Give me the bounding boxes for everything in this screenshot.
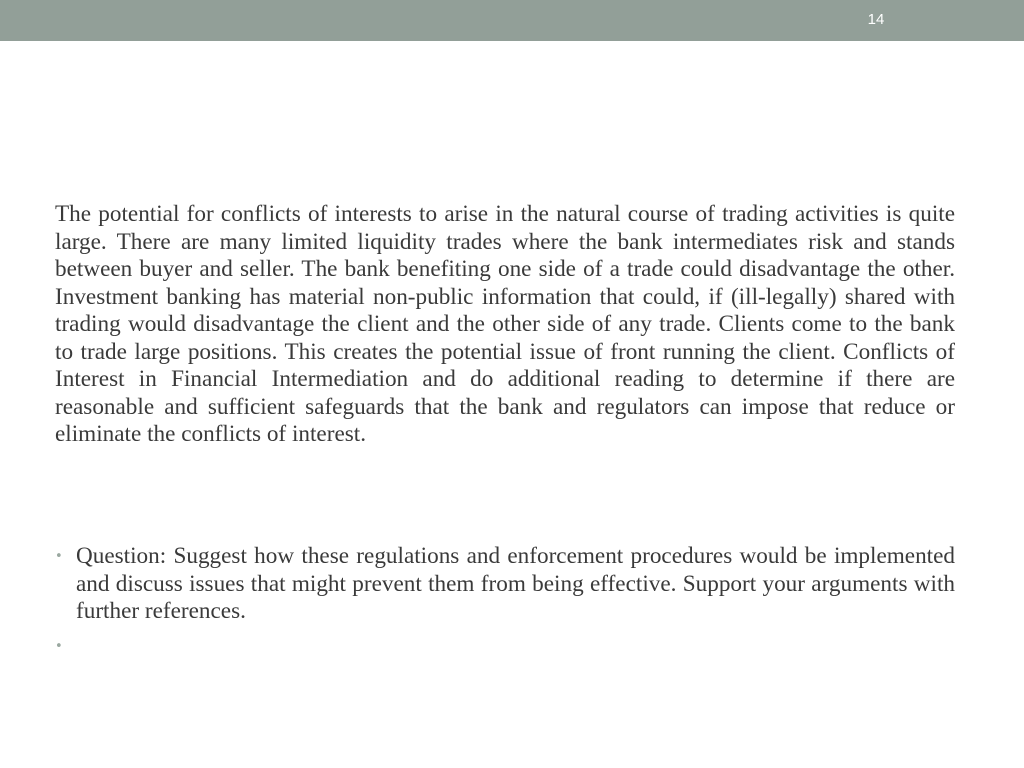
bullet-list [55,543,955,660]
bullet-item-question [55,543,955,626]
bullet-text: Question: Suggest how these regulations and enforcement procedures would be implemented and discuss issues that might prevent them from being effective. Support your arguments with further references. [76,543,955,624]
bullet-item-empty [55,633,955,661]
body-paragraph: The potential for conflicts of interests to arise in the natural course of trading activities is quite large. There are many limited liquidity trades where the bank intermediates risk and stands between buyer and seller. The bank benefiting one side of a trade could disadvantage the other. Investment banking has material non-public information that could, if (ill-legally) shared with trading would disadvantage the client and the other side of any trade. Clients come to the bank to trade large positions. This creates the potential issue of front running the client. Conflicts of Interest in Financial Intermediation and do additional reading to determine if there are reasonable and sufficient safeguards that the bank and regulators can impose that reduce or eliminate the conflicts of interest. [55,201,955,447]
bullet-dot-icon: • [55,638,63,654]
top-bar [0,0,1024,41]
bullet-dot-icon: • [55,549,63,564]
slide-number: 14 [867,11,885,28]
bullet-text [76,633,955,661]
